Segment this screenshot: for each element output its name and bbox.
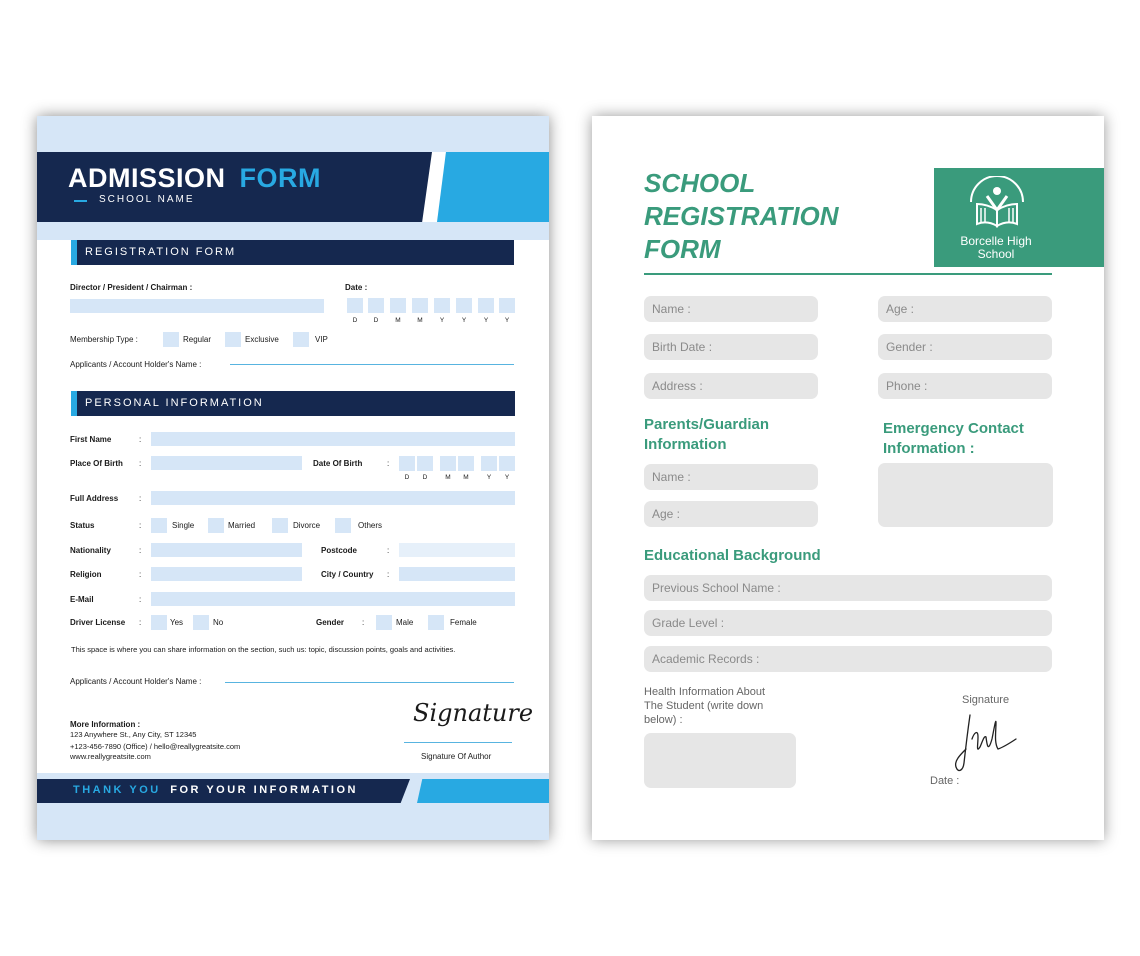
city-country-field[interactable] <box>399 567 515 581</box>
religion-label: Religion <box>70 570 102 579</box>
registration-header: REGISTRATION FORM <box>85 246 237 258</box>
contact-text: +123-456-7890 (Office) / hello@reallygreatsite.com <box>70 742 241 751</box>
applicant-name-line[interactable] <box>230 364 514 365</box>
date-letter: Y <box>504 317 510 324</box>
dob-box[interactable] <box>481 456 497 471</box>
colon: : <box>139 618 142 627</box>
age-field[interactable]: Age : <box>878 296 1052 322</box>
date-letter: D <box>352 317 358 324</box>
colon: : <box>139 459 142 468</box>
address-text: 123 Anywhere St., Any City, ST 12345 <box>70 730 197 739</box>
membership-vip-checkbox[interactable] <box>293 332 309 347</box>
dob-letter: Y <box>504 474 510 481</box>
previous-school-field[interactable]: Previous School Name : <box>644 575 1052 601</box>
title-dash <box>74 200 87 202</box>
health-info-field[interactable] <box>644 733 796 788</box>
status-label: Status <box>70 521 95 530</box>
website-text: www.reallygreatsite.com <box>70 752 151 761</box>
applicant-name-label-2: Applicants / Account Holder's Name : <box>70 677 202 686</box>
dob-letter: D <box>422 474 428 481</box>
parent-name-field[interactable]: Name : <box>644 464 818 490</box>
date-letter: M <box>395 317 401 324</box>
gender-male-checkbox[interactable] <box>376 615 392 630</box>
gender-female-label: Female <box>450 618 477 627</box>
date-box[interactable] <box>499 298 515 313</box>
colon: : <box>139 546 142 555</box>
nationality-label: Nationality <box>70 546 111 555</box>
place-of-birth-field[interactable] <box>151 456 302 470</box>
status-married-checkbox[interactable] <box>208 518 224 533</box>
place-of-birth-label: Place Of Birth <box>70 459 123 468</box>
date-letter: D <box>373 317 379 324</box>
full-address-label: Full Address <box>70 494 119 503</box>
share-note: This space is where you can share information on the section, such us: topic, discussion points, goals and activities. <box>71 645 456 654</box>
parent-age-field[interactable]: Age : <box>644 501 818 527</box>
header-blue-bar <box>437 152 549 222</box>
address-field[interactable]: Address : <box>644 373 818 399</box>
date-label: Date : <box>345 283 368 292</box>
top-band <box>37 116 549 152</box>
applicant-name-label: Applicants / Account Holder's Name : <box>70 360 202 369</box>
colon: : <box>139 570 142 579</box>
colon: : <box>139 521 142 530</box>
full-address-field[interactable] <box>151 491 515 505</box>
status-others-checkbox[interactable] <box>335 518 351 533</box>
membership-label: Membership Type : <box>70 335 138 344</box>
signature-line[interactable] <box>404 742 512 743</box>
dob-letter: Y <box>486 474 492 481</box>
postcode-label: Postcode <box>321 546 358 555</box>
academic-records-field[interactable]: Academic Records : <box>644 646 1052 672</box>
first-name-field[interactable] <box>151 432 515 446</box>
date-box[interactable] <box>456 298 472 313</box>
colon: : <box>139 595 142 604</box>
parents-guardian-header: Parents/Guardian Information <box>644 416 770 453</box>
dob-box[interactable] <box>499 456 515 471</box>
city-country-label: City / Country <box>321 570 374 579</box>
title-line-1: SCHOOL <box>644 168 756 198</box>
license-no-checkbox[interactable] <box>193 615 209 630</box>
title-underline <box>644 273 1052 275</box>
gender-label: Gender <box>316 618 345 627</box>
date-letter: Y <box>439 317 445 324</box>
dob-letter: D <box>404 474 410 481</box>
school-name: SCHOOL NAME <box>99 194 195 205</box>
gender-male-label: Male <box>396 618 414 627</box>
date-box[interactable] <box>347 298 363 313</box>
date-label: Date : <box>930 775 960 787</box>
footer-blue-bar <box>417 779 549 803</box>
colon: : <box>139 435 142 444</box>
date-box[interactable] <box>478 298 494 313</box>
handwritten-signature-icon <box>952 709 1022 779</box>
health-info-label: Health Information About The Student (write down below) : <box>644 686 766 726</box>
signature-label: Signature <box>962 694 1010 706</box>
status-divorce-label: Divorce <box>293 521 321 530</box>
date-box[interactable] <box>434 298 450 313</box>
nationality-field[interactable] <box>151 543 302 557</box>
school-registration-page <box>592 116 1104 840</box>
status-others-label: Others <box>358 521 383 530</box>
birth-date-field[interactable]: Birth Date : <box>644 334 818 360</box>
dob-box[interactable] <box>417 456 433 471</box>
date-letter: Y <box>461 317 467 324</box>
membership-exclusive-checkbox[interactable] <box>225 332 241 347</box>
status-married-label: Married <box>228 521 256 530</box>
colon: : <box>387 570 390 579</box>
dob-letter: M <box>445 474 451 481</box>
driver-license-label: Driver License <box>70 618 126 627</box>
school-logo-block <box>934 168 1104 267</box>
dob-letter: M <box>463 474 469 481</box>
form-title: ADMISSION FORM <box>68 163 322 193</box>
footer-rest: FOR YOUR INFORMATION <box>170 784 358 796</box>
license-yes-label: Yes <box>170 618 184 627</box>
religion-field[interactable] <box>151 567 302 581</box>
date-letter: M <box>417 317 423 324</box>
colon: : <box>362 618 365 627</box>
email-label: E-Mail <box>70 595 94 604</box>
date-letter: Y <box>483 317 489 324</box>
status-single-label: Single <box>172 521 195 530</box>
emergency-contact-header: Emergency Contact Information : <box>883 420 1024 457</box>
name-field[interactable]: Name : <box>644 296 818 322</box>
date-of-birth-label: Date Of Birth <box>313 459 363 468</box>
personal-header: PERSONAL INFORMATION <box>85 397 264 409</box>
colon: : <box>387 546 390 555</box>
gender-female-checkbox[interactable] <box>428 615 444 630</box>
director-label: Director / President / Chairman : <box>70 283 193 292</box>
emergency-contact-field[interactable] <box>878 463 1053 527</box>
membership-regular-checkbox[interactable] <box>163 332 179 347</box>
postcode-field[interactable] <box>399 543 515 557</box>
first-name-label: First Name <box>70 435 112 444</box>
status-single-checkbox[interactable] <box>151 518 167 533</box>
date-box[interactable] <box>412 298 428 313</box>
header-band-light <box>37 222 549 240</box>
dob-box[interactable] <box>440 456 456 471</box>
school-logo-name: Borcelle High School <box>960 234 1032 261</box>
license-yes-checkbox[interactable] <box>151 615 167 630</box>
title-line-2: REGISTRATION <box>644 201 839 231</box>
colon: : <box>387 459 390 468</box>
admission-form-page <box>37 116 549 840</box>
footer-accent: THANK YOU <box>73 784 161 796</box>
membership-exclusive-label: Exclusive <box>245 335 279 344</box>
registration-title <box>644 167 839 266</box>
more-info-label: More Information : <box>70 720 141 729</box>
membership-regular-label: Regular <box>183 335 212 344</box>
signature-script: Signature <box>413 699 534 727</box>
grade-level-field[interactable]: Grade Level : <box>644 610 1052 636</box>
educational-background-header: Educational Background <box>644 547 821 564</box>
title-line-3: FORM <box>644 234 721 264</box>
dob-box[interactable] <box>399 456 415 471</box>
date-box[interactable] <box>368 298 384 313</box>
date-box[interactable] <box>390 298 406 313</box>
membership-vip-label: VIP <box>315 335 328 344</box>
footer-text <box>73 784 358 796</box>
applicant-name-line-2[interactable] <box>225 682 514 683</box>
signature-author-label: Signature Of Author <box>421 752 492 761</box>
gender-field[interactable]: Gender : <box>878 334 1052 360</box>
status-divorce-checkbox[interactable] <box>272 518 288 533</box>
book-person-logo-icon <box>965 176 1029 230</box>
director-field[interactable] <box>70 299 324 313</box>
dob-box[interactable] <box>458 456 474 471</box>
email-field[interactable] <box>151 592 515 606</box>
license-no-label: No <box>213 618 224 627</box>
phone-field[interactable]: Phone : <box>878 373 1052 399</box>
colon: : <box>139 494 142 503</box>
